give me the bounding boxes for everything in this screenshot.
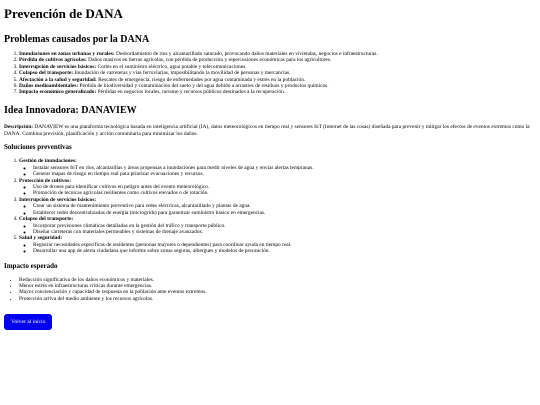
- problem-label: Inundaciones en zonas urbanas y rurales:: [19, 51, 115, 57]
- problem-text: Daños masivos en tierras agrícolas, con pérdida de producción y repercusiones económicas para los agricultores.: [86, 57, 332, 64]
- problem-label: Afectación a la salud y seguridad:: [19, 76, 97, 83]
- idea-description: [4, 124, 536, 138]
- solution-label: Gestión de inundaciones:: [19, 158, 77, 165]
- impact-item: • Reducción significativa de los daños económicos y materiales.: [19, 277, 536, 283]
- solution-subitems: [19, 223, 536, 236]
- impact-item: • Mayor concienciación y capacidad de respuesta en la población ante eventos extremos.: [19, 289, 536, 295]
- solution-subitem: ◦ Incorporar previsiones climáticas detalladas en la gestión del tráfico y transporte público.: [33, 223, 536, 229]
- solutions-heading: Soluciones preventivas: [4, 143, 72, 152]
- problem-label: Daños medioambientales:: [19, 83, 79, 90]
- problems-heading: Problemas causados por la DANA: [4, 34, 150, 45]
- solution-label: Protección de cultivos:: [19, 177, 71, 184]
- solution-subitem: ◦ Establecer redes descentralizadas de energía (microgrids) para garantizar suministro básico en emergencias.: [33, 210, 536, 216]
- solution-subitems: [19, 184, 536, 197]
- back-to-home-button[interactable]: Volver al inicio: [4, 314, 52, 330]
- solutions-list: [4, 158, 536, 254]
- solution-subitem: ◦ Desarrollar una app de alerta ciudadana que informe sobre zonas seguras, albergues y modelos de precaución.: [33, 248, 536, 254]
- solution-subitems: [19, 165, 536, 178]
- problem-text: Pérdidas en negocios locales, turismo y recursos públicos destinados a la recuperación.: [96, 89, 286, 96]
- solution-item: [19, 197, 536, 216]
- problem-text: Pérdida de biodiversidad y contaminación del suelo y del agua debido a arrastres de residuos y productos químicos.: [78, 83, 329, 90]
- solution-subitem: ◦ Crear un sistema de mantenimiento preventivo para redes eléctricas, alcantarillado y plantas de agua.: [33, 203, 536, 209]
- problem-label: Colapso del transporte:: [19, 70, 74, 77]
- idea-heading: Idea Innovadora: DANAVIEW: [4, 104, 137, 116]
- problem-text: Rescates de emergencia, riesgo de enfermedades por agua contaminada y estrés en la población.: [96, 76, 306, 83]
- page-title: Prevención de DANA: [4, 6, 123, 21]
- solution-subitem: ◦ Instalar sensores IoT en ríos, alcantarillas y áreas propensas a inundaciones para medir niveles de agua y enviar alertas tempranas.: [33, 165, 536, 171]
- solution-item: [19, 158, 536, 177]
- problem-label: Impacto económico generalizado:: [19, 89, 97, 96]
- solution-subitem: ◦ Uso de drones para identificar cultivos en peligro antes del evento meteorológico.: [33, 184, 536, 190]
- problem-text: Inundación de carreteras y vías ferroviarias, imposibilitando la movilidad de personas y mercancías.: [73, 70, 291, 77]
- solution-subitems: [19, 242, 536, 255]
- solution-label: Salud y seguridad:: [19, 235, 63, 242]
- solution-subitem: ◦ Registrar necesidades específicas de residentes (personas mayores o dependientes) para coordinar ayuda en tiempo real.: [33, 242, 536, 248]
- problem-item: [19, 89, 536, 95]
- solution-item: [19, 235, 536, 254]
- problem-label: Interrupción de servicios básicos:: [19, 63, 97, 70]
- impact-heading: Impacto esperado: [4, 261, 58, 270]
- impact-item: • Protección activa del medio ambiente y los recursos agrícolas.: [19, 296, 536, 302]
- solution-subitems: [19, 203, 536, 216]
- solution-label: Interrupción de servicios básicos:: [19, 196, 97, 203]
- solution-item: [19, 178, 536, 197]
- solution-subitem: ◦ Diseñar carreteras con materiales permeables y sistemas de drenaje avanzados.: [33, 229, 536, 235]
- description-label: Descripción:: [4, 123, 34, 130]
- solution-item: [19, 216, 536, 235]
- impact-item: • Menor estrés en infraestructuras críticas durante emergencias.: [19, 283, 536, 289]
- solution-subitem: ◦ Promoción de técnicas agrícolas resilientes como cultivos elevados o de rotación.: [33, 190, 536, 196]
- description-text: DANAVIEW es una plataforma tecnológica basada en inteligencia artificial (IA), datos meteorológicos en tiempo real y sensores IoT (Internet de las cosas) diseñada para prevenir y mitigar los efectos de eventos extremos como la DANA. Combina previsión, planificación y acción comunitaria para minimizar los daños.: [4, 123, 530, 137]
- impact-list: [4, 277, 536, 303]
- solution-subitem: ◦ Generar mapas de riesgo en tiempo real para priorizar evacuaciones y recursos.: [33, 171, 536, 177]
- problem-text: Desbordamiento de ríos y alcantarillado saturado, provocando daños materiales en viviendas, negocios e infraestructuras.: [114, 51, 378, 57]
- solution-label: Colapso del transporte:: [19, 216, 74, 223]
- problems-list: [4, 51, 536, 96]
- problem-text: Cortes en el suministro eléctrico, agua potable y telecomunicaciones.: [96, 63, 247, 70]
- problem-label: Pérdida de cultivos agrícolas:: [19, 57, 87, 64]
